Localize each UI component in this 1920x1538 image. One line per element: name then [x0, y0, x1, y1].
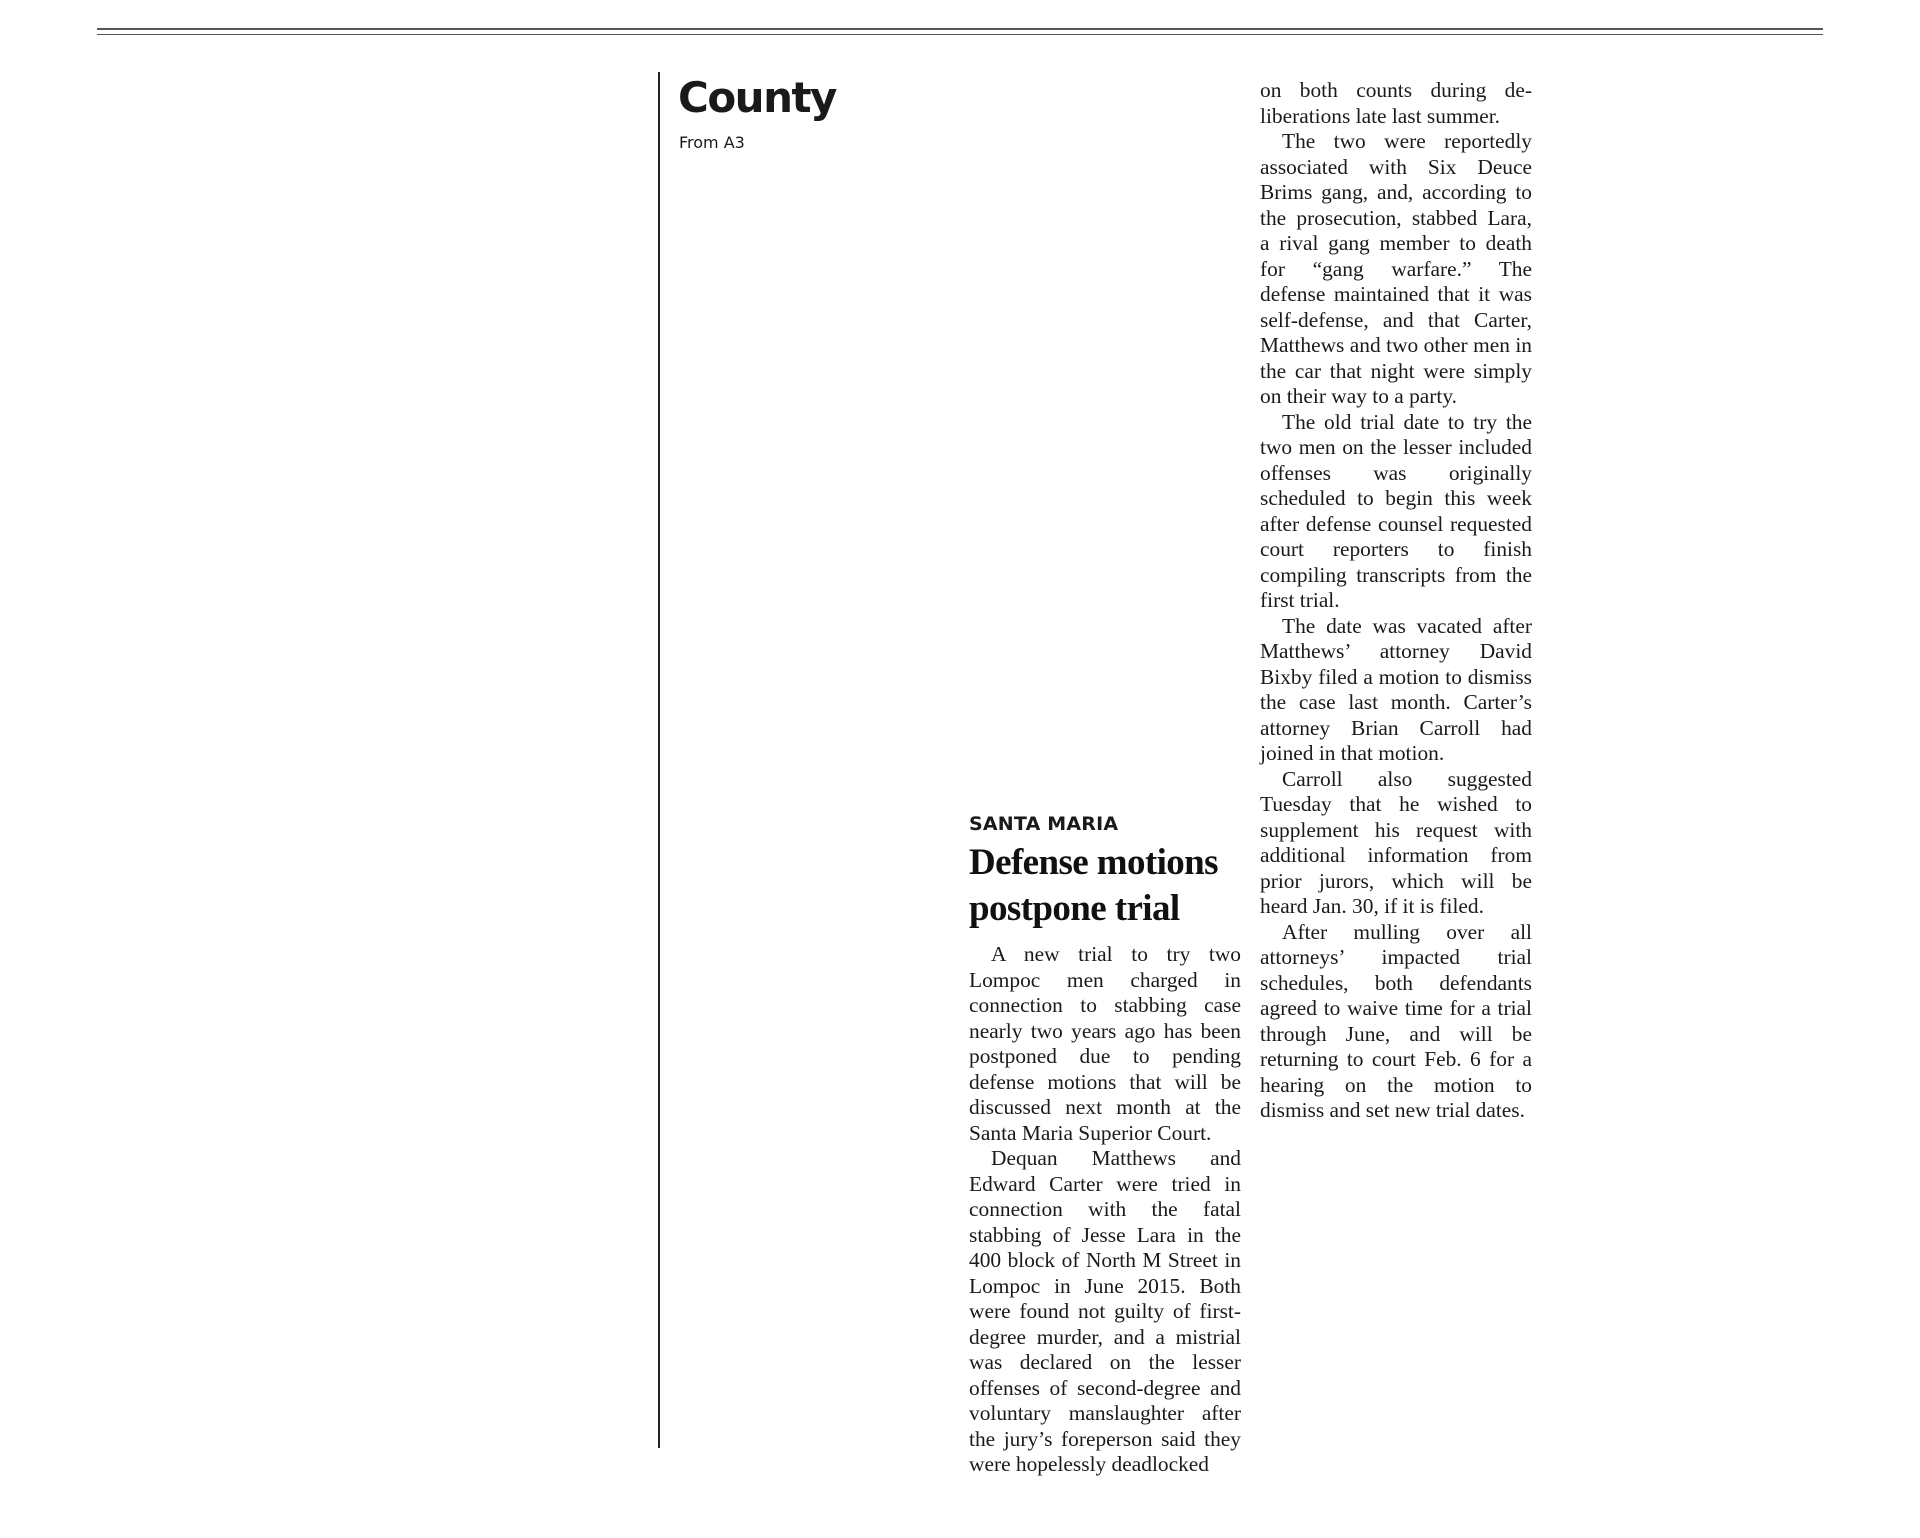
article-paragraph: The old trial date to try the two men on the lesser included offenses was originally scheduled to begin this week after defense counsel requested court reporters to finish compiling transcripts from the first trial. [1260, 409, 1532, 612]
column-divider-rule [658, 72, 660, 1448]
page-top-rule [97, 28, 1823, 35]
article-body-column-2 [1260, 78, 1532, 1124]
article-paragraph: The date was vacated after Matthews’ attorney David Bixby filed a motion to dismiss the case last month. Carter’s attorney Brian Carroll had joined in that motion. [1260, 613, 1532, 765]
jump-section-title: County [678, 73, 836, 122]
article-headline: Defense motions postpone trial [969, 842, 1218, 929]
article-body-column-1 [969, 942, 1241, 1532]
article-paragraph: The two were reportedly associated with Six Deuce Brims gang, and, according to the prosecution, stabbed Lara, a rival gang member to death for “gang warfare.” The defense maintained that it was self-defense, and that Carter, Matthews and two other men in the car that night were simply on their way to a party. [1260, 129, 1532, 408]
jump-from-label: From A3 [679, 133, 745, 152]
article-paragraph: A new trial to try two Lompoc men charged in connection to stabbing case nearly two years ago has been postponed due to pending defense motions that will be discussed next month at the Santa Maria Superior Court. [969, 942, 1241, 1145]
article-paragraph-continued: on both counts during deliberations late last summer. [1260, 78, 1532, 128]
article-paragraph: Carroll also suggested Tuesday that he wished to supplement his request with additional information from prior jurors, which will be heard Jan. 30, if it is filed. [1260, 766, 1532, 918]
article-paragraph: Dequan Matthews and Edward Carter were tried in connection with the fatal stabbing of Jesse Lara in the 400 block of North M Street in Lompoc in June 2015. Both were found not guilty of first-degree murder, and a mistrial was declared on the lesser offenses of second-degree and voluntary manslaughter after the jury’s foreperson said they were hopelessly deadlocked [969, 1146, 1241, 1476]
article-paragraph: After mulling over all attorneys’ impacted trial schedules, both defendants agreed to waive time for a trial through June, and will be returning to court Feb. 6 for a hearing on the motion to dismiss and set new trial dates. [1260, 919, 1532, 1122]
article-kicker: SANTA MARIA [969, 813, 1119, 835]
